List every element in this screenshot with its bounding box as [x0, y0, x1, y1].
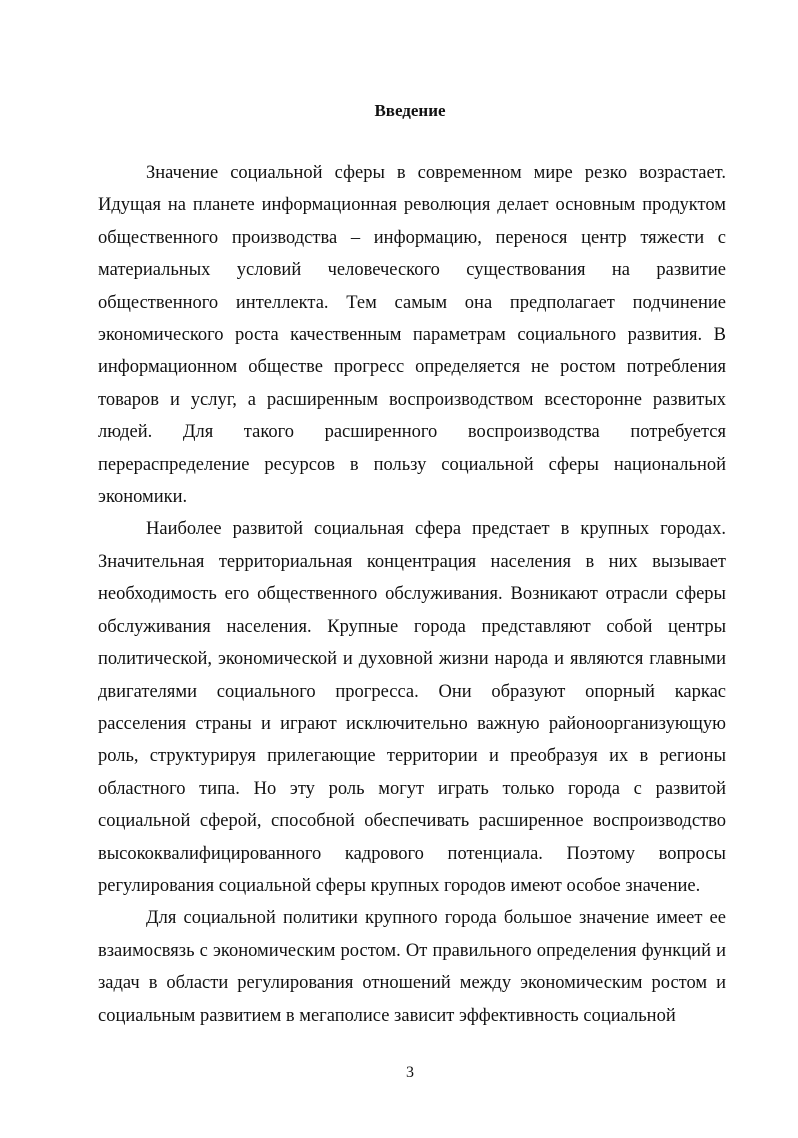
body-text [98, 157, 726, 1032]
paragraph-3: Для социальной политики крупного города большое значение имеет ее взаимосвязь с экономическим ростом. От правильного определения функций и задач в области регулирования отношений между экономическим ростом и социальным развитием в мегаполисе зависит эффективность социальной [98, 908, 726, 1026]
section-heading: Введение [374, 101, 446, 120]
paragraph-2: Наиболее развитой социальная сфера предстает в крупных городах. Значительная территориальная концентрация населения в них вызывает необходимость его общественного обслуживания. Возникают отрасли сферы обслуживания населения. Крупные города представляют собой центры политической, экономической и духовной жизни народа и являются главными двигателями социального прогресса. Они образуют опорный каркас расселения страны и играют исключительно важную районоорганизующую роль, структурируя прилегающие территории и преобразуя их в регионы областного типа. Но эту роль могут играть только города с развитой социальной сферой, способной обеспечивать расширенное воспроизводство высококвалифицированного кадрового потенциала. Поэтому вопросы регулирования социальной сферы крупных городов имеют особое значение. [98, 519, 726, 896]
page-number: 3 [406, 1064, 414, 1081]
paragraph-1: Значение социальной сферы в современном мире резко возрастает. Идущая на планете информационная революция делает основным продуктом общественного производства – информацию, перенося центр тяжести с материальных условий человеческого существования на развитие общественного интеллекта. Тем самым она предполагает подчинение экономического роста качественным параметрам социального развития. В информационном обществе прогресс определяется не ростом потребления товаров и услуг, а расширенным воспроизводством всесторонне развитых людей. Для такого расширенного воспроизводства потребуется перераспределение ресурсов в пользу социальной сферы национальной экономики. [98, 163, 726, 508]
